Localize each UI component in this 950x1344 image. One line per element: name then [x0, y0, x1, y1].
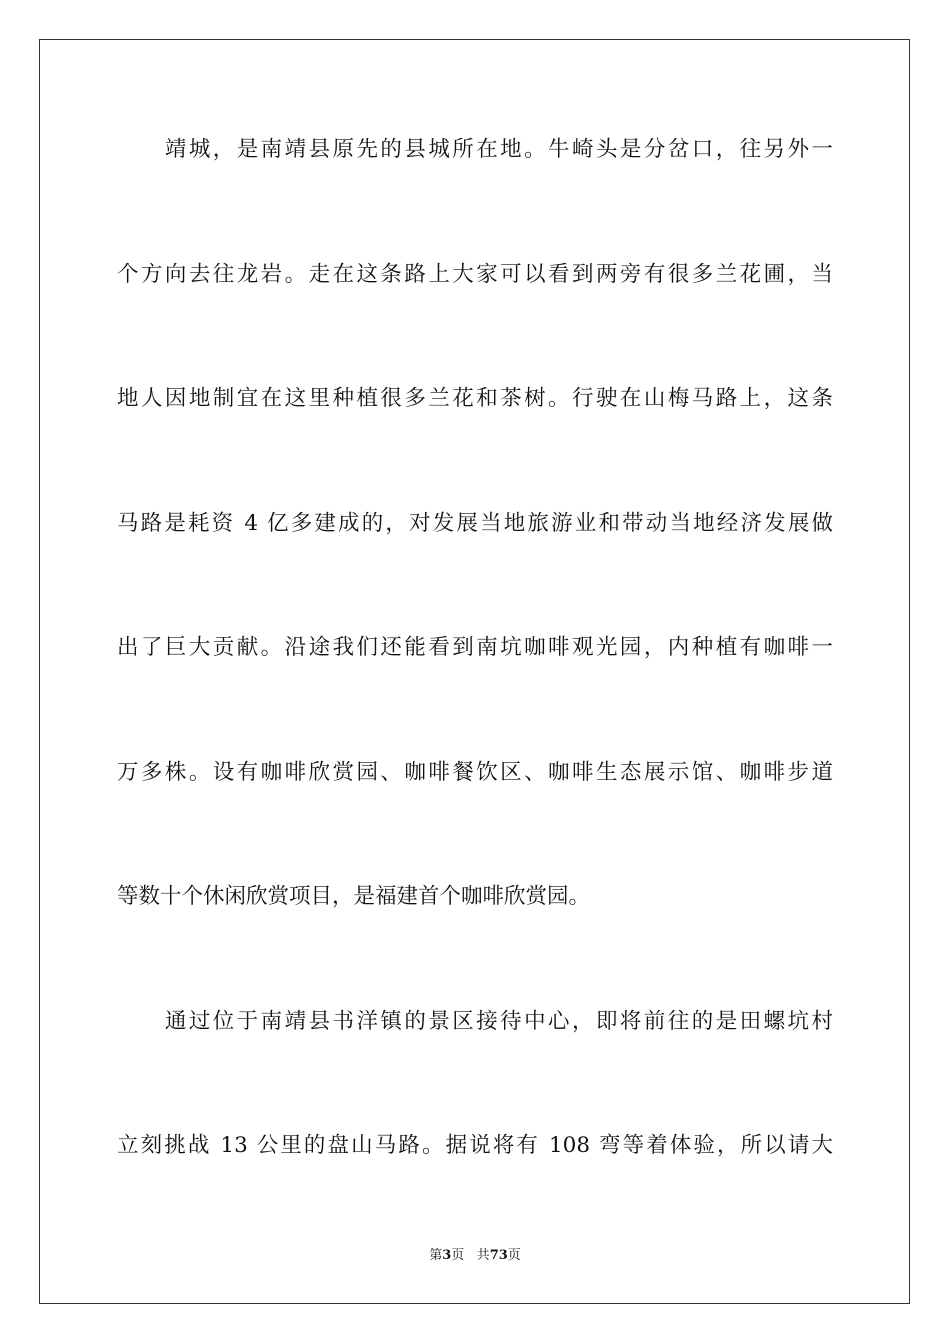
text-line: 地人因地制宜在这里种植很多兰花和茶树。行驶在山梅马路上，这条	[117, 386, 833, 411]
total-prefix: 共	[476, 1248, 490, 1263]
page-prefix: 第	[429, 1248, 443, 1263]
text-line: 出了巨大贡献。沿途我们还能看到南坑咖啡观光园，内种植有咖啡一	[117, 635, 833, 660]
page-border	[39, 39, 910, 1304]
text-line: 靖城，是南靖县原先的县城所在地。牛崎头是分岔口，往另外一	[117, 137, 833, 162]
total-pages: 73	[489, 1248, 508, 1263]
text-line: 立刻挑战 13 公里的盘山马路。据说将有 108 弯等着体验，所以请大	[117, 1133, 833, 1158]
text-line: 个方向去往龙岩。走在这条路上大家可以看到两旁有很多兰花圃，当	[117, 262, 833, 287]
page-footer	[0, 1246, 950, 1266]
text-line: 马路是耗资 4 亿多建成的，对发展当地旅游业和带动当地经济发展做	[117, 511, 833, 536]
text-line-last: 等数十个休闲欣赏项目，是福建首个咖啡欣赏园。	[117, 884, 591, 909]
page-number: 3	[442, 1248, 452, 1263]
text-line: 通过位于南靖县书洋镇的景区接待中心，即将前往的是田螺坑村	[117, 1009, 833, 1034]
page-suffix: 页	[451, 1248, 465, 1263]
total-suffix: 页	[507, 1248, 521, 1263]
text-line: 万多株。设有咖啡欣赏园、咖啡餐饮区、咖啡生态展示馆、咖啡步道	[117, 760, 833, 785]
